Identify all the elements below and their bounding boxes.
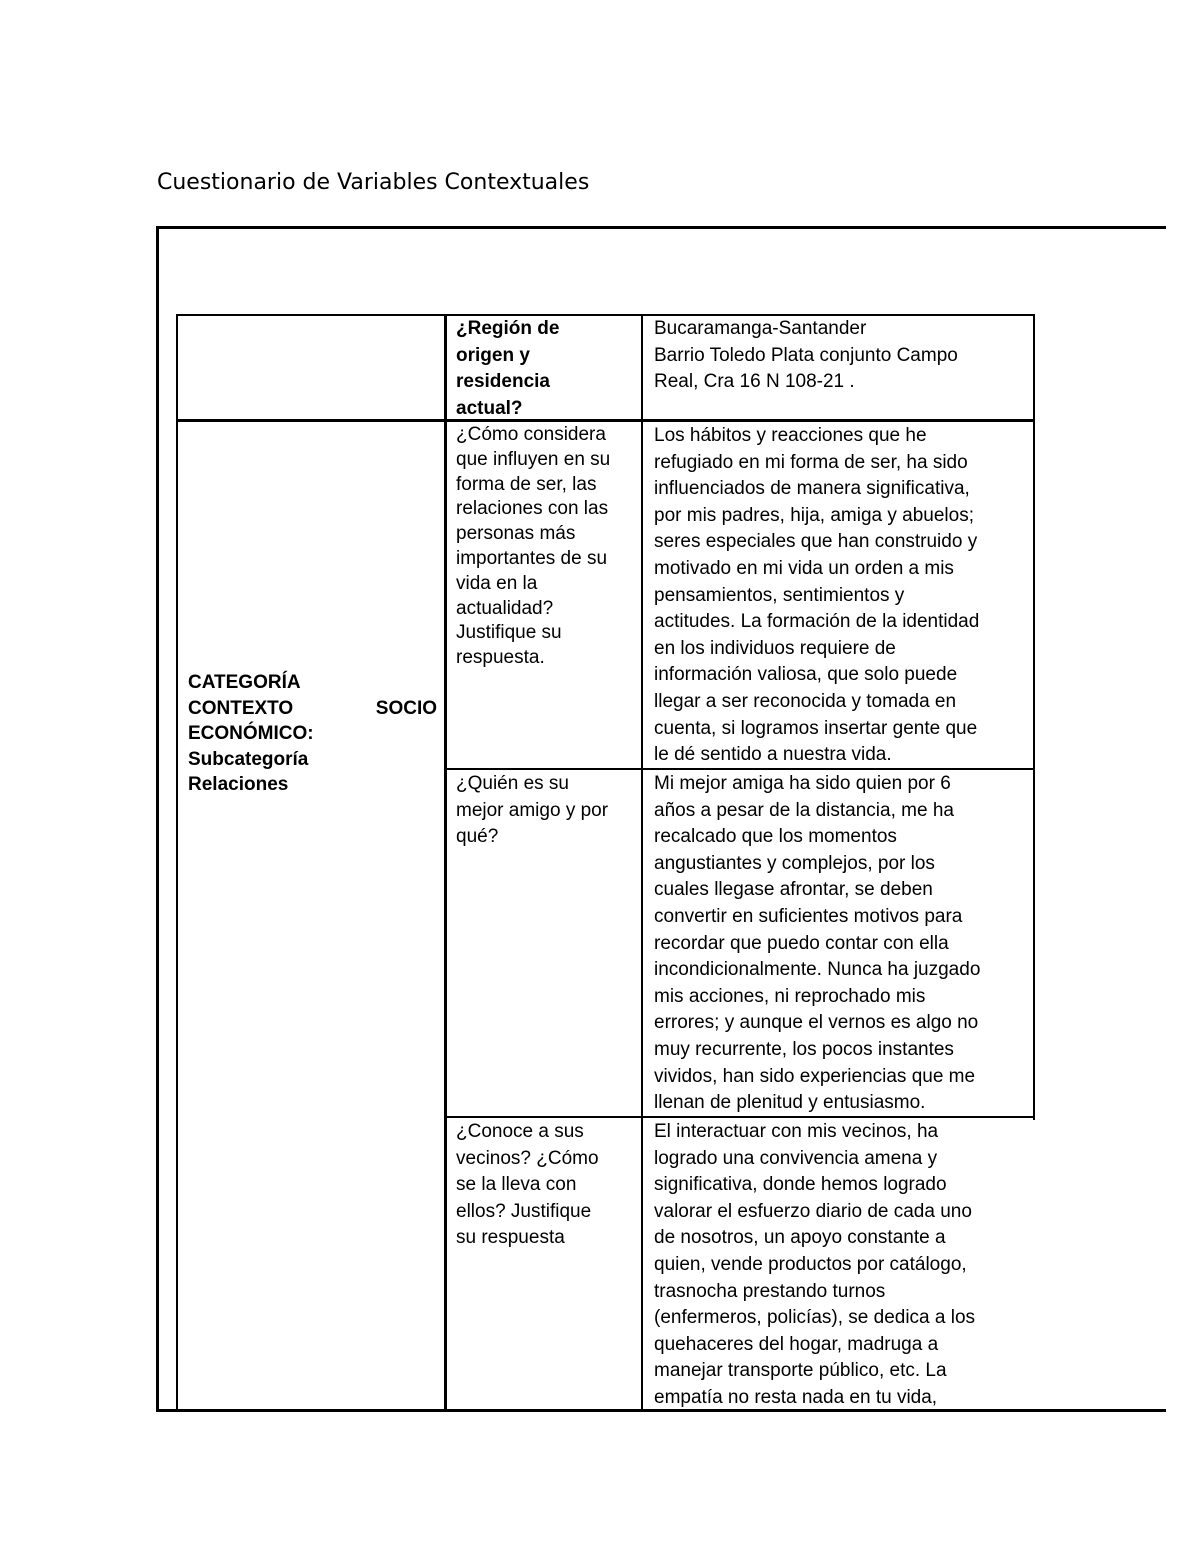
category-line: Subcategoría xyxy=(188,748,309,770)
category-line: ECONÓMICO: xyxy=(188,723,314,744)
category-line: CATEGORÍA xyxy=(188,672,301,693)
question-cell: ¿Quién es su mejor amigo y por qué? xyxy=(456,773,609,848)
answer-cell: El interactuar con mis vecinos, ha logrado una convivencia amena y significativa, donde hemos logrado valorar el esfuerzo diario de cada uno de nosotros, un apoyo constante a quien, vende productos por catálogo, trasnocha prestando turnos (enfermeros, policías), se dedica a los quehaceres del hogar, madruga a manejar transporte público, etc. La empatía no resta nada en tu vida, xyxy=(654,1121,976,1408)
question-cell: ¿Región de origen y residencia actual? xyxy=(456,318,560,419)
category-line: Relaciones xyxy=(188,774,289,795)
question-cell: ¿Conoce a sus vecinos? ¿Cómo se la lleva con ellos? Justifique su respuesta xyxy=(456,1121,599,1249)
question-cell: ¿Cómo considera que influyen en su forma de ser, las relaciones con las personas más importantes de su vida en la actualidad? Justifique su respuesta. xyxy=(456,424,611,669)
answer-cell: Mi mejor amiga ha sido quien por 6 años a pesar de la distancia, me ha recalcado que los momentos angustiantes y complejos, por los cuales llegase afrontar, se deben convertir en suficientes motivos para recordar que puedo contar con ella incondicionalmente. Nunca ha juzgado mis acciones, ni reprochado mis errores; y aunque el vernos es algo no muy recurrente, los pocos instantes vividos, han sido experiencias que me llenan de plenitud y entusiasmo. xyxy=(654,773,981,1114)
table-left-border xyxy=(176,314,178,1410)
table-right-border xyxy=(1033,314,1035,1120)
column-divider xyxy=(444,314,447,1410)
category-word: CONTEXTO xyxy=(188,697,294,719)
column-divider xyxy=(641,314,643,1410)
answer-cell: Bucaramanga-Santander Barrio Toledo Plata conjunto Campo Real, Cra 16 N 108-21 . xyxy=(654,318,958,393)
category-line xyxy=(188,696,437,722)
answer-cell: Los hábitos y reacciones que he refugiado en mi forma de ser, ha sido influenciados de manera significativa, por mis padres, hija, amiga y abuelos; seres especiales que han construido y motivado en mi vida un orden a mis pensamientos, sentimientos y actitudes. La formación de la identidad en los individuos requiere de información valiosa, que solo puede llegar a ser reconocida y tomada en cuenta, si logramos insertar gente que le dé sentido a nuestra vida. xyxy=(654,425,980,766)
category-word: SOCIO xyxy=(375,697,437,719)
category-label xyxy=(188,670,437,798)
document-title: Cuestionario de Variables Contextuales xyxy=(157,170,590,195)
